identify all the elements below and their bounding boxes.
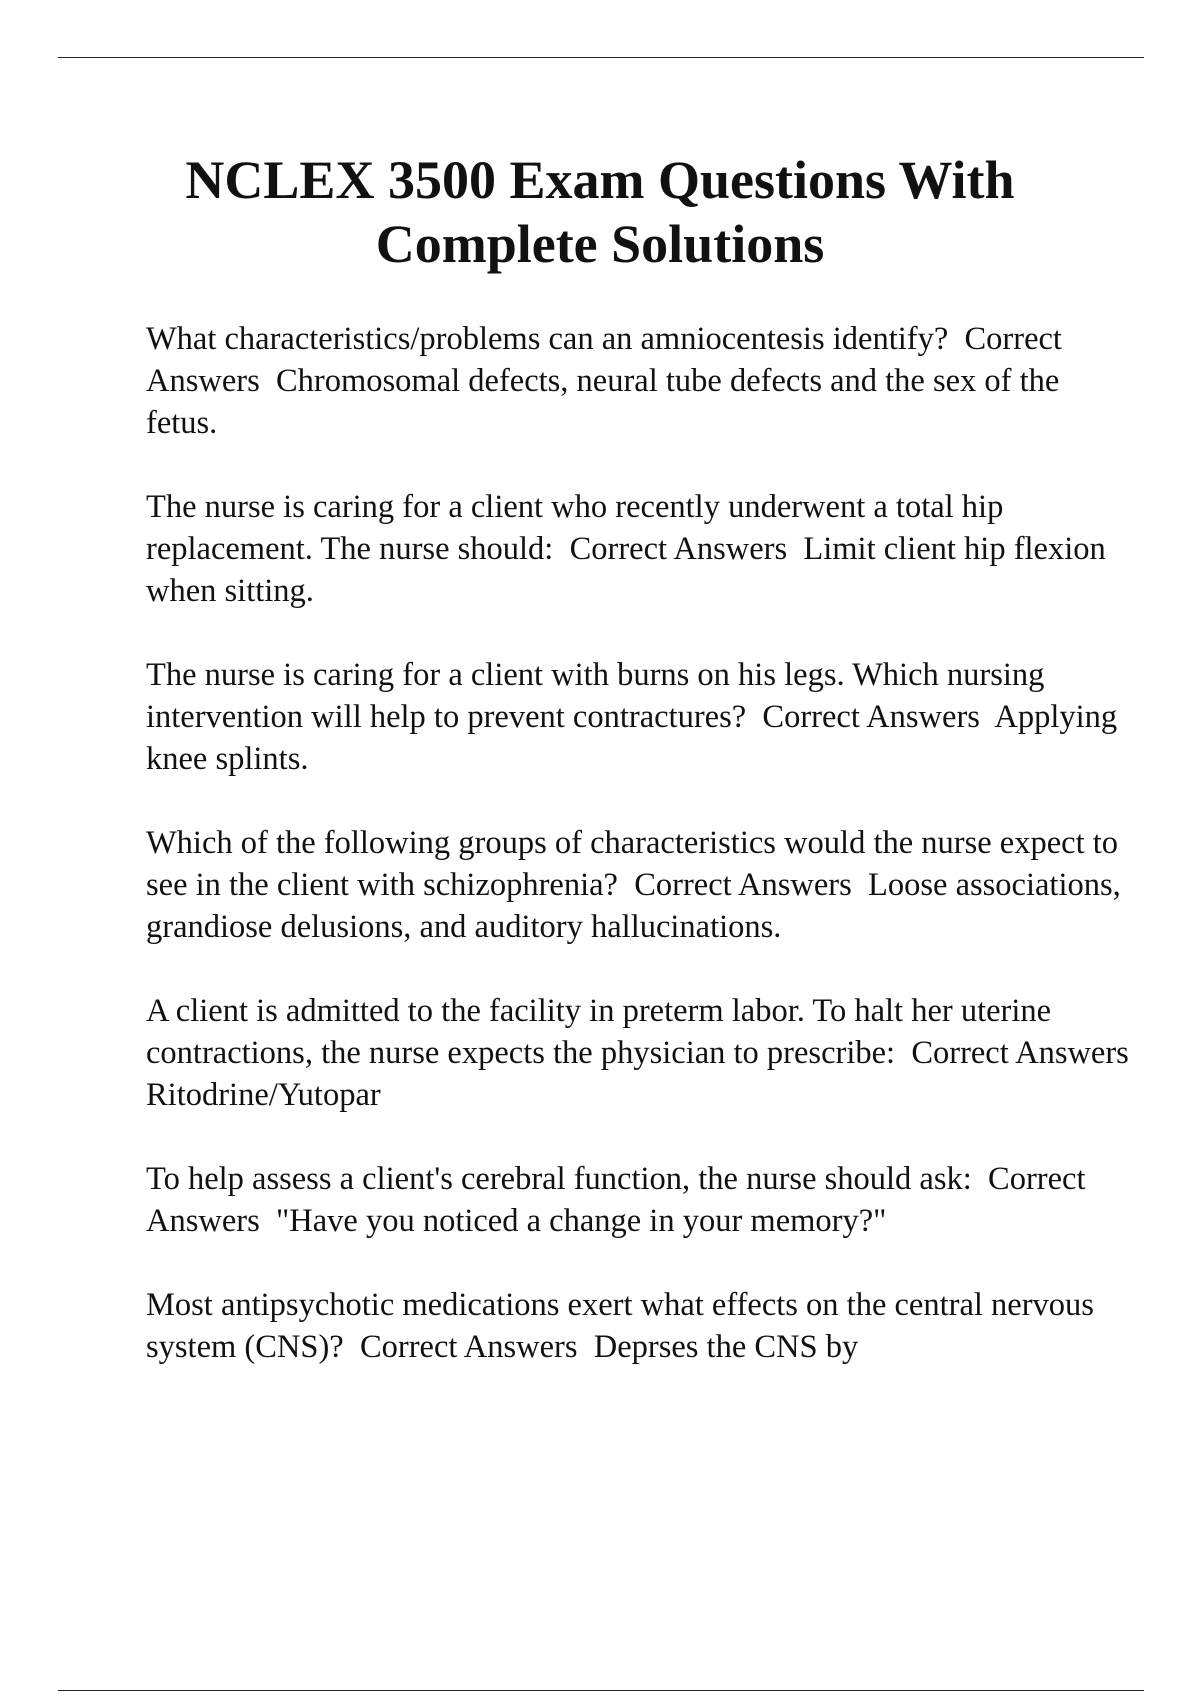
qa-entry: [146, 318, 1136, 444]
answer-label: Correct Answers: [146, 1161, 1092, 1239]
qa-entry: [146, 1158, 1136, 1242]
question-text: A client is admitted to the facility in preterm labor. To halt her uterine contractions, the nurse expects the physician to prescribe:: [146, 993, 1060, 1071]
question-text: The nurse is caring for a client who recently underwent a total hip replacement. The nurse should:: [146, 489, 1012, 567]
bottom-rule: [58, 1690, 1144, 1691]
question-text: To help assess a client's cerebral function, the nurse should ask:: [146, 1161, 972, 1197]
question-text: The nurse is caring for a client with burns on his legs. Which nursing intervention will help to prevent contractures?: [146, 657, 1053, 735]
question-text: What characteristics/problems can an amniocentesis identify?: [146, 321, 949, 357]
answer-text: Deprses the CNS by: [593, 1329, 859, 1365]
title-line-1: NCLEX 3500 Exam Questions With: [185, 150, 1015, 210]
qa-entry: [146, 822, 1136, 948]
answer-label: Correct Answers: [569, 531, 788, 567]
question-text: Most antipsychotic medications exert what effects on the central nervous system (CNS)?: [146, 1287, 1103, 1365]
qa-entry: [146, 990, 1136, 1116]
qa-entry: [146, 1284, 1136, 1368]
qa-entry: [146, 654, 1136, 780]
title-line-2: Complete Solutions: [375, 214, 825, 274]
answer-text: "Have you noticed a change in your memory?": [275, 1203, 887, 1239]
answer-label: Correct Answers: [911, 1035, 1129, 1071]
answer-text: Ritodrine/Yutopar: [146, 1077, 381, 1113]
answer-label: Correct Answers: [634, 867, 852, 903]
qa-entry: [146, 486, 1136, 612]
answer-text: Loose associations, grandiose delusions, and auditory hallucinations.: [146, 867, 1129, 945]
question-text: Which of the following groups of characteristics would the nurse expect to see in the client with schizophrenia?: [146, 825, 1127, 903]
qa-list: [146, 318, 1136, 1410]
answer-label: Correct Answers: [146, 321, 1069, 399]
answer-text: Chromosomal defects, neural tube defects and the sex of the fetus.: [146, 363, 1068, 441]
answer-label: Correct Answers: [359, 1329, 578, 1365]
answer-text: Limit client hip flexion when sitting.: [146, 531, 1114, 609]
top-rule: [58, 57, 1144, 58]
answer-text: Applying knee splints.: [146, 699, 1126, 777]
page-title: [100, 148, 1100, 276]
answer-label: Correct Answers: [762, 699, 980, 735]
